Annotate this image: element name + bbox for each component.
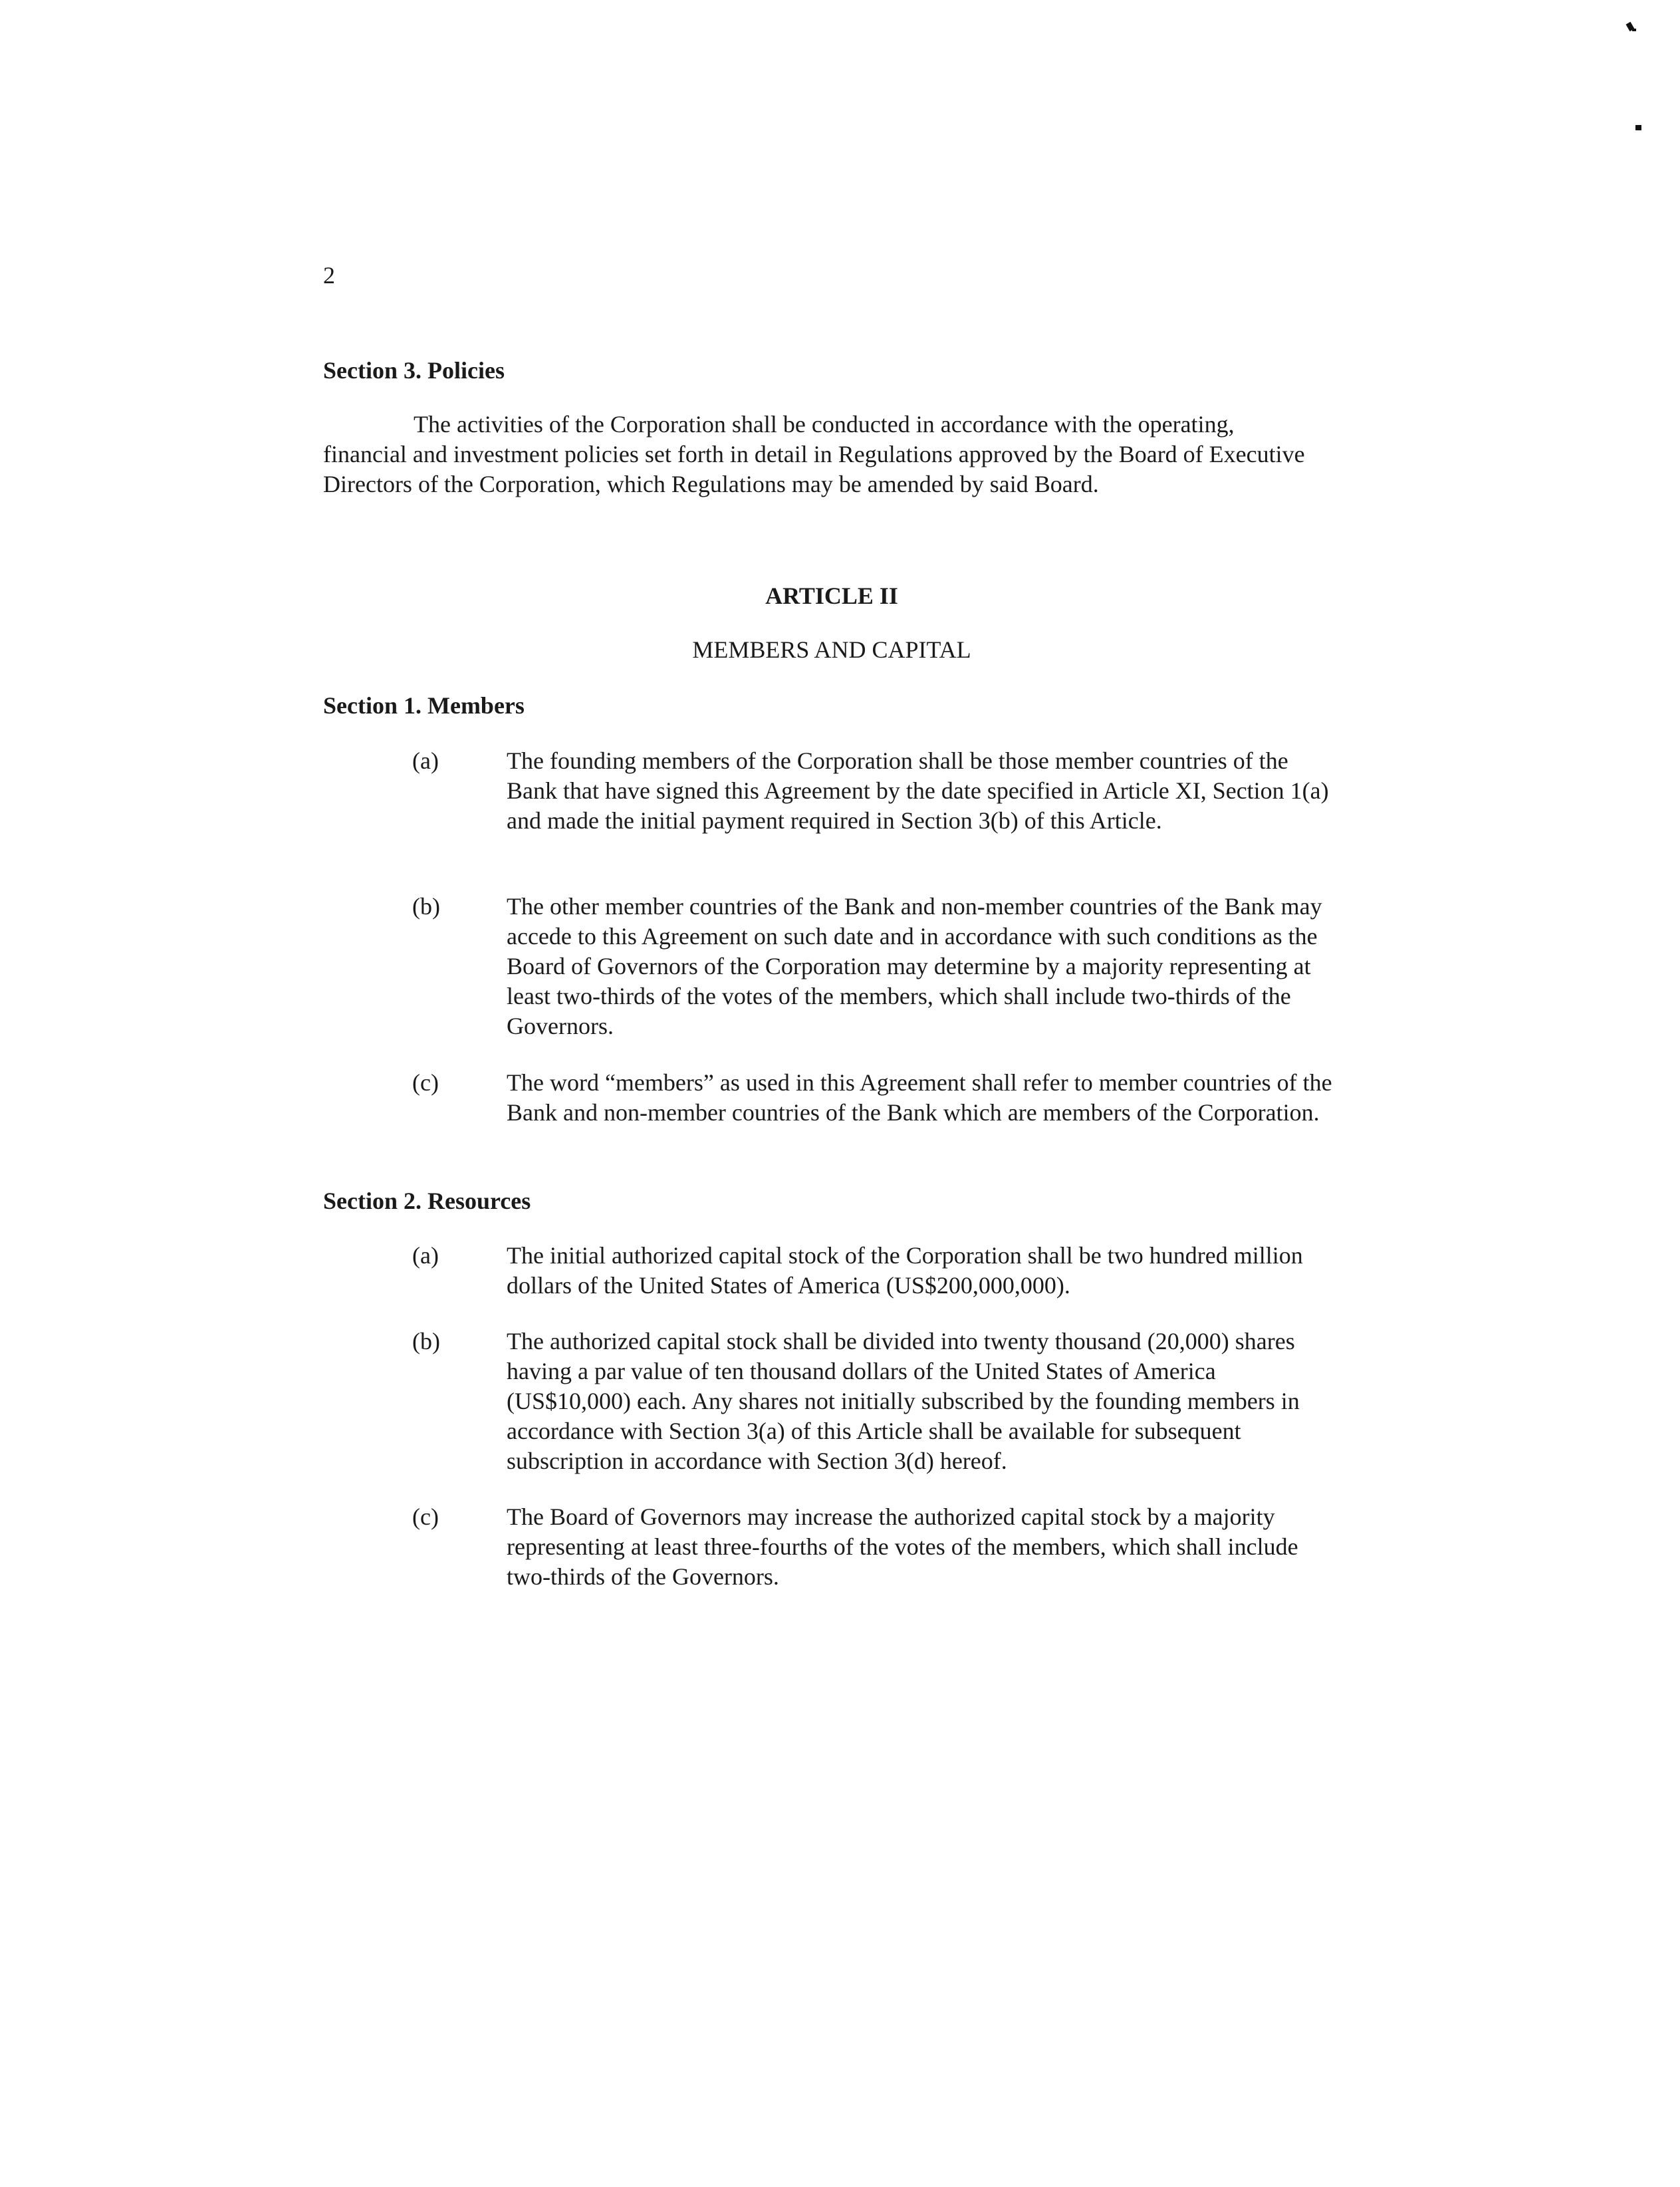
section-heading-members: Section 1. Members [323,692,525,719]
item-text: The founding members of the Corporation shall be those member countries of the Bank that have signed this Agreement by the date specified in Article XI, Section 1(a) and made the initial payment required in Section 3(b) of this Article. [507,747,1329,834]
policies-paragraph: The activities of the Corporation shall be conducted in accordance with the operating, financial and investment policies set forth in detail in Regulations approved by the Board of Executive Directors of the Corporation, which Regulations may be amended by said Board. [323,411,1305,497]
item-label: (b) [412,893,440,920]
section-heading-policies: Section 3. Policies [323,357,505,384]
article-title: ARTICLE II [765,582,898,609]
item-label: (b) [412,1328,440,1354]
item-label: (c) [412,1069,439,1096]
scan-speck [1635,125,1641,130]
item-text: The Board of Governors may increase the authorized capital stock by a majority representing at least three-fourths of the votes of the members, which shall include two-thirds of the Governors. [507,1503,1298,1590]
item-text: The word “members” as used in this Agreement shall refer to member countries of the Bank and non-member countries of the Bank which are members of the Corporation. [507,1069,1332,1126]
section-heading-resources: Section 2. Resources [323,1188,531,1214]
item-label: (c) [412,1503,439,1530]
article-subtitle: MEMBERS AND CAPITAL [692,636,971,663]
scan-speck [1632,29,1636,31]
item-text: The initial authorized capital stock of the Corporation shall be two hundred million dollars of the United States of America (US$200,000,000). [507,1242,1303,1299]
item-text: The authorized capital stock shall be divided into twenty thousand (20,000) shares having a par value of ten thousand dollars of the United States of America (US$10,000) each. Any shares not initially subscribed by the founding members in accordance with Section 3(a) of this Article shall be available for subsequent subscription in accordance with Section 3(d) hereof. [507,1328,1300,1474]
item-text: The other member countries of the Bank and non-member countries of the Bank may accede to this Agreement on such date and in accordance with such conditions as the Board of Governors of the Corporation may determine by a majority representing at least two-thirds of the votes of the members, which shall include two-thirds of the Governors. [507,893,1322,1039]
item-label: (a) [412,1242,439,1269]
page-number: 2 [323,262,335,289]
item-label: (a) [412,747,439,774]
